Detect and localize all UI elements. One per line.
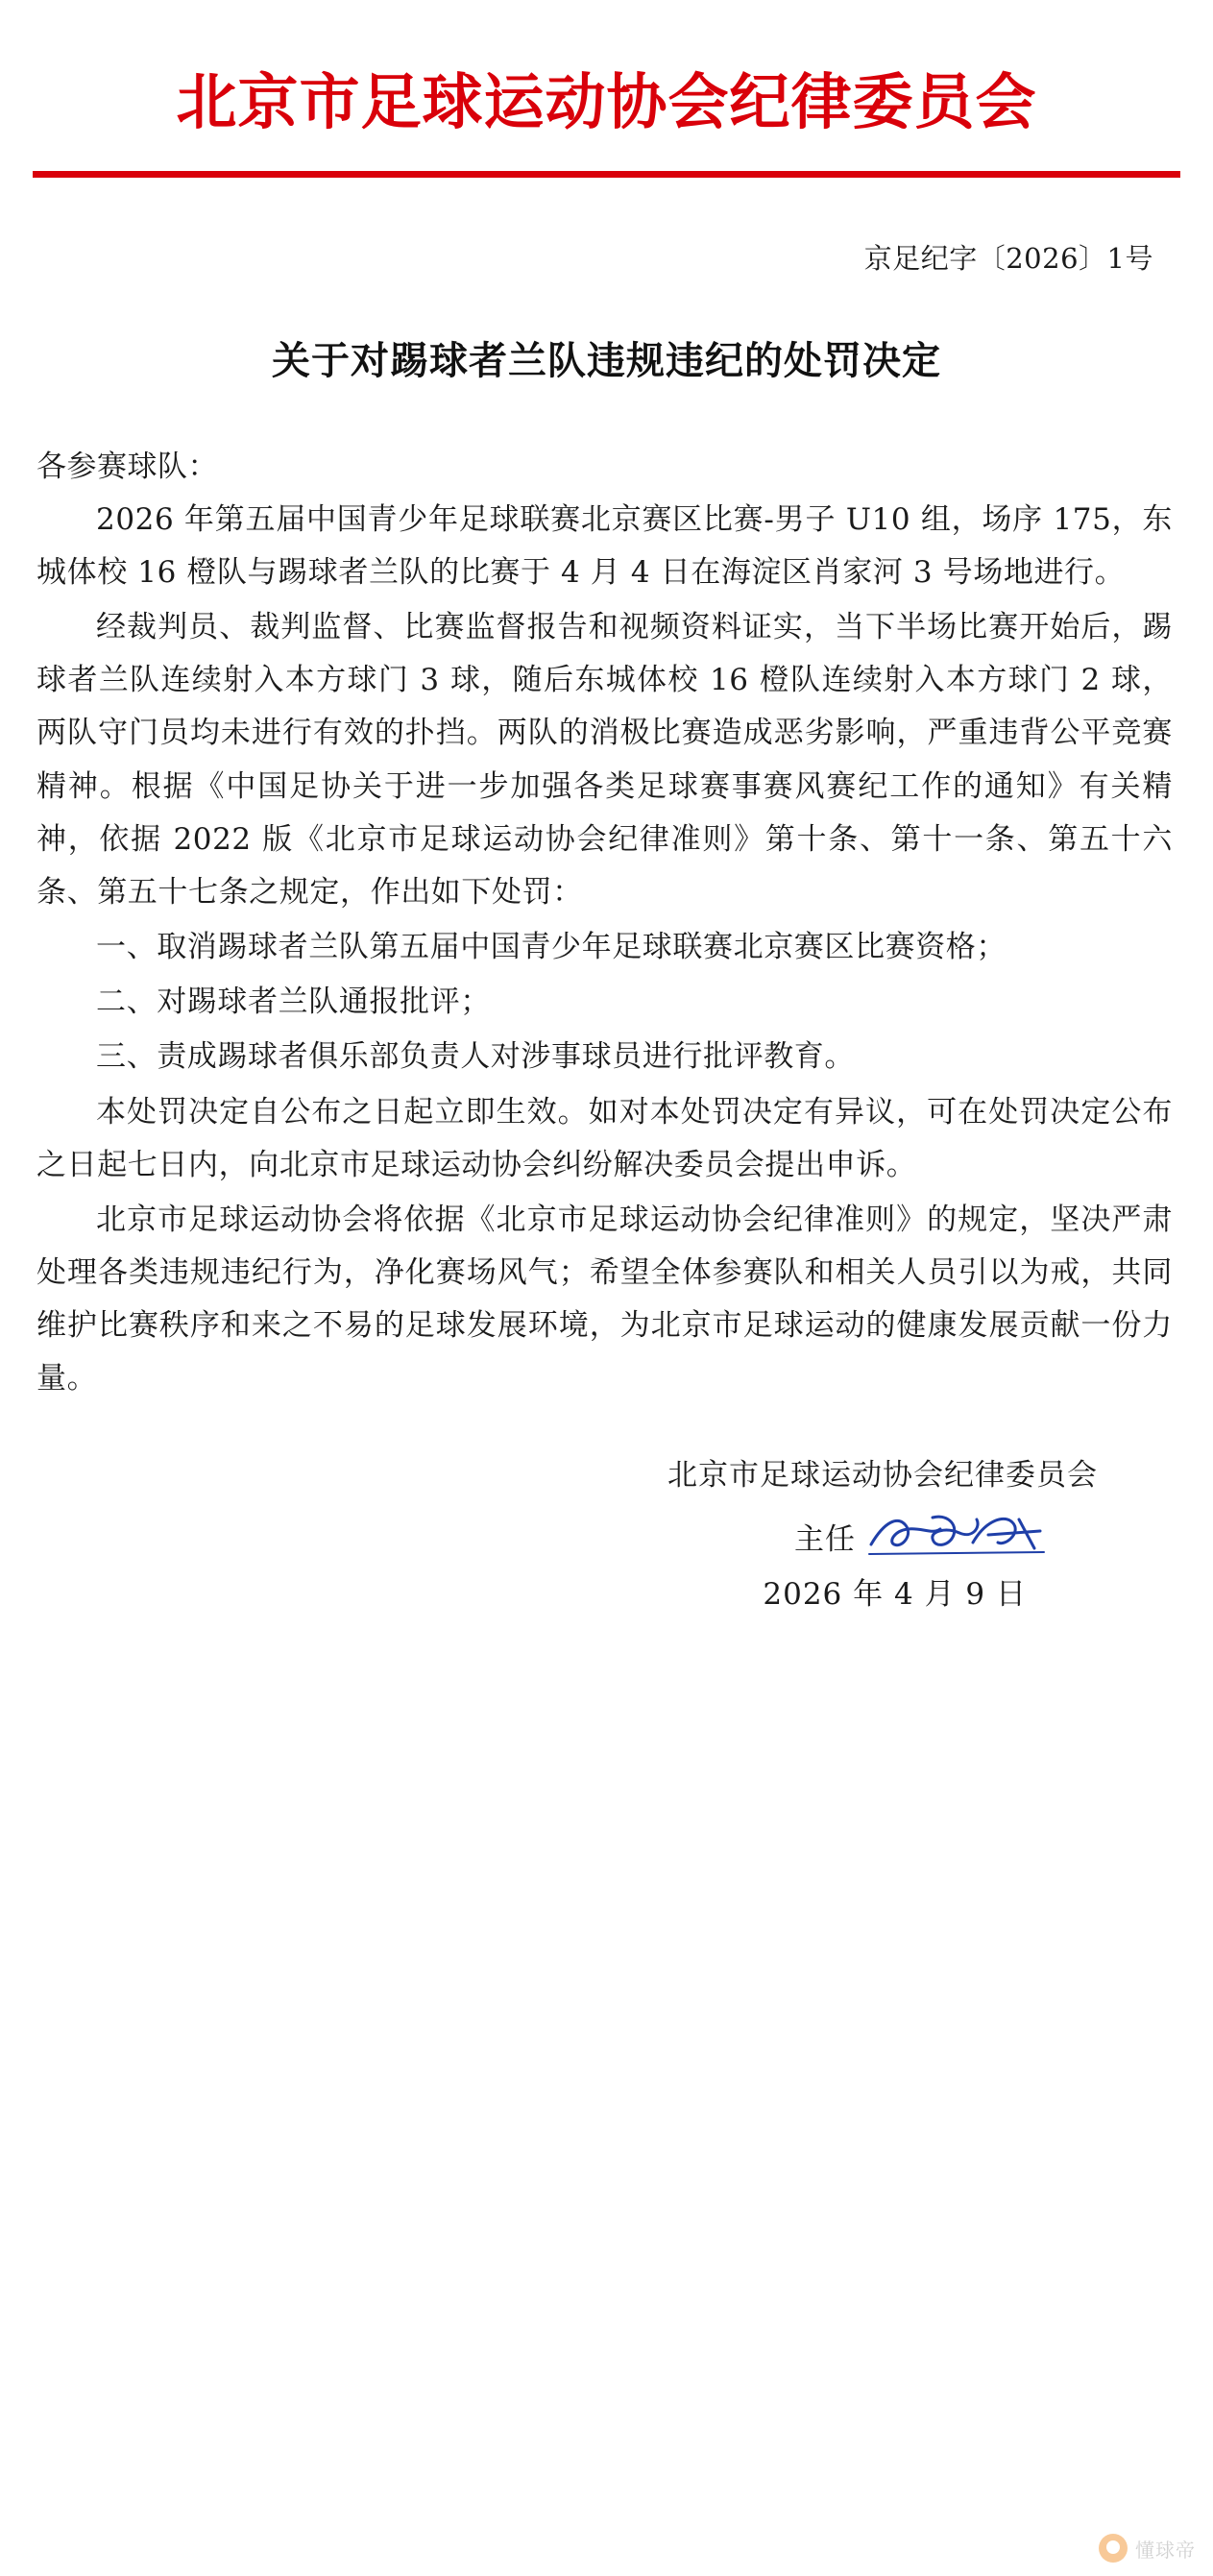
penalty-item: 一、取消踢球者兰队第五届中国青少年足球联赛北京赛区比赛资格；: [96, 930, 1007, 965]
watermark-logo-icon: [1099, 2534, 1128, 2563]
document-number: 京足纪字〔2026〕1号: [863, 242, 1153, 276]
paragraph: 北京市足球运动协会将依据《北京市足球运动协会纪律准则》的规定，坚决严肃处理各类违规违纪行为，净化赛场风气；希望全体参赛队和相关人员引以为戒，共同维护比赛秩序和来之不易的足球发展环境，为北京市足球运动的健康发展贡献一份力量。: [36, 1202, 1173, 1397]
handwritten-signature-icon: [865, 1506, 1048, 1558]
salutation: 各参赛球队：: [36, 450, 218, 485]
page-title: 关于对踢球者兰队违规违纪的处罚决定: [272, 338, 941, 384]
masthead: [0, 0, 1213, 136]
signature-block: [36, 1450, 1173, 1614]
paragraph: 本处罚决定自公布之日起立即生效。如对本处罚决定有异议，可在处罚决定公布之日起七日内，向北京市足球运动协会纠纷解决委员会提出申诉。: [36, 1094, 1173, 1182]
paragraph: 经裁判员、裁判监督、比赛监督报告和视频资料证实，当下半场比赛开始后，踢球者兰队连续射入本方球门 3 球，随后东城体校 16 橙队连续射入本方球门 2 球，两队守门员均未进行有效的扑挡。两队的消极比赛造成恶劣影响，严重违背公平竞赛精神。根据《中国足协关于进一步加强各类足球赛事赛风赛纪工作的通知》有关精神，依据 2022 版《北京市足球运动协会纪律准则》第十条、第十一条、第五十六条、第五十七条之规定，作出如下处罚：: [36, 610, 1173, 910]
signer-role-label: 主任: [794, 1522, 856, 1558]
document-body: [0, 441, 1213, 1613]
paragraph: 2026 年第五届中国青少年足球联赛北京赛区比赛-男子 U10 组，场序 175，东城体校 16 橙队与踢球者兰队的比赛于 4 月 4 日在海淀区肖家河 3 号场地进行。: [36, 501, 1173, 590]
watermark-label: 懂球帝: [1135, 2540, 1196, 2562]
penalty-item: 二、对踢球者兰队通报批评；: [96, 984, 491, 1020]
penalty-item: 三、责成踢球者俱乐部负责人对涉事球员进行批评教育。: [96, 1039, 855, 1075]
signature-date: 2026 年 4 月 9 日: [763, 1577, 1027, 1613]
watermark: [1099, 2534, 1196, 2563]
signature-row: [36, 1506, 1098, 1558]
masthead-organization: 北京市足球运动协会纪律委员会: [176, 66, 1037, 137]
signing-organization: 北京市足球运动协会纪律委员会: [667, 1457, 1098, 1493]
masthead-divider: [33, 171, 1180, 178]
